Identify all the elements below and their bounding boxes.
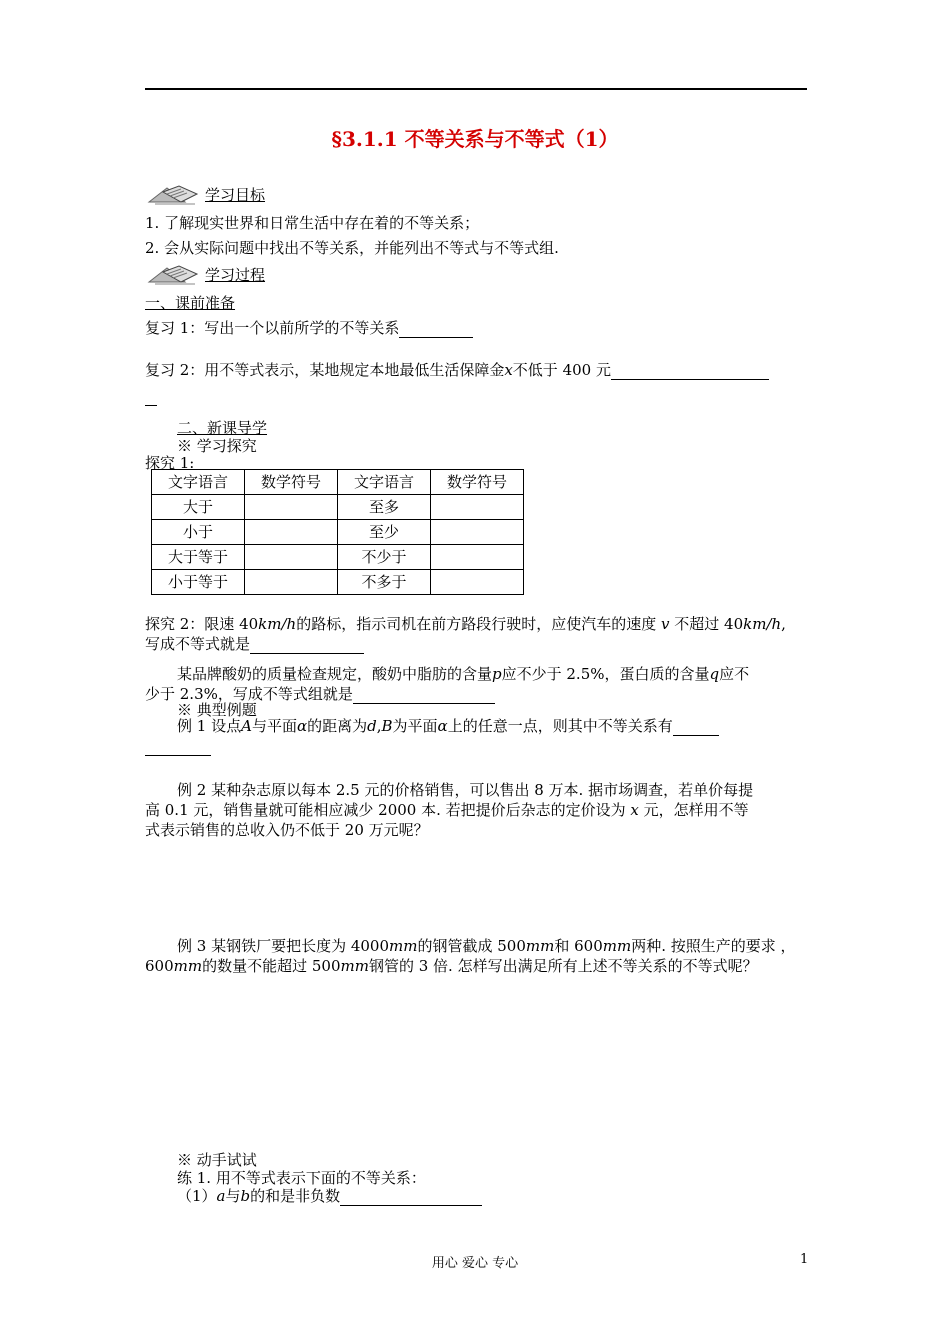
- table-header-cell: 数学符号: [431, 470, 524, 495]
- goal-item: 1. 了解现实世界和日常生活中存在着的不等关系；: [145, 214, 480, 232]
- table-cell: [431, 570, 524, 595]
- table-cell: 不少于: [338, 545, 431, 570]
- example-2-line2: [145, 800, 749, 820]
- practice-heading: ※ 动手试试: [177, 1151, 257, 1169]
- example-1-wrap: [145, 736, 211, 756]
- example-2-text: 高 0.1 元，销售量就可能相应减少 2000 本. 若把提价后杂志的定价设为: [145, 801, 626, 819]
- explore-2-text: 写成不等式就是: [145, 635, 251, 653]
- page-number: 1: [800, 1252, 809, 1267]
- answer-blank: [353, 687, 495, 704]
- example-1-text: ,: [376, 717, 382, 735]
- explore-2-text: 探究 2：限速 40: [145, 615, 259, 633]
- review-1: [145, 318, 473, 338]
- page-title: §3.1.1 不等关系与不等式（1）: [331, 127, 619, 151]
- book-icon: [145, 260, 203, 286]
- table-cell: 大于: [152, 495, 245, 520]
- var-d: d: [367, 717, 377, 735]
- practice-text: 与: [225, 1187, 241, 1205]
- practice-text: 的和是非负数: [250, 1187, 341, 1205]
- explore-heading: ※ 学习探究: [177, 437, 257, 455]
- example-3-text: 的数量不能超过 500: [202, 957, 341, 975]
- example-2-text: 元，怎样用不等: [643, 801, 749, 819]
- table-cell: 至少: [338, 520, 431, 545]
- table-cell: 大于等于: [152, 545, 245, 570]
- var-a: a: [216, 1187, 226, 1205]
- table-header-row: [152, 470, 524, 495]
- table-header-cell: 文字语言: [338, 470, 431, 495]
- example-3-text: 的钢管截成 500: [417, 937, 526, 955]
- table-cell: [245, 520, 338, 545]
- explore-2-text: 不超过 40: [674, 615, 744, 633]
- answer-blank: [340, 1189, 482, 1206]
- example-2-line1: 例 2 某种杂志原以每本 2.5 元的价格销售，可以售出 8 万本. 据市场调查，若单价每提: [177, 781, 754, 799]
- unit-mm: mm: [525, 937, 555, 955]
- var-alpha: α: [296, 717, 308, 735]
- answer-blank: [145, 389, 157, 406]
- example-1: [177, 716, 719, 736]
- practice-line2: [177, 1186, 482, 1206]
- var-B: B: [381, 717, 393, 735]
- answer-blank: [399, 321, 473, 338]
- unit-mm: mm: [389, 937, 418, 955]
- header-rule: [145, 88, 807, 90]
- yogurt-text: 应不: [719, 665, 750, 683]
- table-header-cell: 文字语言: [152, 470, 245, 495]
- practice-text: （1）: [177, 1187, 217, 1205]
- explore-1-label: 探究 1:: [145, 454, 195, 472]
- example-3-line1: [177, 936, 796, 956]
- unit-kmh: km/h: [743, 615, 782, 633]
- example-1-text: 为平面: [392, 717, 438, 735]
- table-row: [152, 545, 524, 570]
- table-cell: 小于等于: [152, 570, 245, 595]
- var-p: p: [492, 665, 502, 683]
- table-cell: 不多于: [338, 570, 431, 595]
- table-row: [152, 570, 524, 595]
- table-cell: 至多: [338, 495, 431, 520]
- var-v: v: [661, 615, 670, 633]
- table-row: [152, 520, 524, 545]
- example-3-text: 600: [145, 957, 174, 975]
- unit-mm: mm: [340, 957, 369, 975]
- yogurt-problem: [177, 664, 749, 684]
- process-heading-label: 学习过程: [205, 266, 266, 284]
- example-3-line2: [145, 956, 758, 976]
- review-1-text: 复习 1：写出一个以前所学的不等关系: [145, 319, 400, 337]
- yogurt-text: 少于 2.3%，写成不等式组就是: [145, 685, 353, 703]
- table-cell: [245, 570, 338, 595]
- example-1-text: 上的任意一点，则其中不等关系有: [447, 717, 673, 735]
- table-cell: [431, 545, 524, 570]
- symbol-table: [151, 469, 524, 595]
- var-alpha: α: [437, 717, 448, 735]
- part1-heading: 一、课前准备: [145, 294, 236, 312]
- unit-kmh: km/h: [258, 615, 297, 633]
- explore-2: 探究 2：限速 40km/h的路标，指示司机在前方路段行驶时，应使汽车的速度 v 不超过 40km/h,: [145, 615, 786, 633]
- examples-heading: ※ 典型例题: [177, 701, 257, 719]
- yogurt-text: 应不少于 2.5%，蛋白质的含量: [501, 665, 710, 683]
- example-3-text: 和 600: [554, 937, 603, 955]
- review-2-tail: 不低于 400 元: [512, 361, 611, 379]
- var-x: x: [504, 361, 513, 379]
- page-footer: 用心 爱心 专心: [431, 1256, 519, 1271]
- example-2-line3: 式表示销售的总收入仍不低于 20 万元呢？: [145, 821, 429, 839]
- table-cell: [245, 495, 338, 520]
- example-3-text: 例 3 某钢铁厂要把长度为 4000: [177, 937, 390, 955]
- var-A: A: [241, 717, 252, 735]
- review-2: [145, 360, 769, 380]
- table-header-cell: 数学符号: [245, 470, 338, 495]
- answer-blank: [673, 719, 719, 736]
- example-3-text: 两种. 按照生产的要求 ，: [631, 937, 796, 955]
- review-2-text: 复习 2：用不等式表示，某地规定本地最低生活保障金: [145, 361, 505, 379]
- example-1-text: 例 1 设点: [177, 717, 242, 735]
- answer-blank: [250, 637, 364, 654]
- book-icon: [145, 180, 203, 206]
- table-cell: [245, 545, 338, 570]
- answer-blank: [145, 739, 211, 756]
- part2-heading: 二、新课导学: [177, 419, 268, 437]
- example-3-text: 钢管的 3 倍. 怎样写出满足所有上述不等关系的不等式呢？: [368, 957, 758, 975]
- answer-blank: [611, 363, 769, 380]
- var-q: q: [709, 665, 720, 683]
- explore-2-line2: [145, 634, 364, 654]
- yogurt-text: 某品牌酸奶的质量检查规定，酸奶中脂肪的含量: [177, 665, 493, 683]
- goals-heading-label: 学习目标: [205, 186, 266, 204]
- example-1-text: 与平面: [251, 717, 297, 735]
- unit-mm: mm: [173, 957, 203, 975]
- practice-line1: 练 1. 用不等式表示下面的不等关系：: [177, 1169, 426, 1187]
- review-2-wrap: [145, 386, 157, 406]
- example-1-text: 的距离为: [307, 717, 368, 735]
- unit-mm: mm: [602, 937, 632, 955]
- var-b: b: [240, 1187, 251, 1205]
- table-row: [152, 495, 524, 520]
- explore-2-text: 的路标，指示司机在前方路段行驶时，应使汽车的速度: [296, 615, 657, 633]
- var-x: x: [630, 801, 639, 819]
- table-cell: [431, 520, 524, 545]
- table-cell: 小于: [152, 520, 245, 545]
- goal-item: 2. 会从实际问题中找出不等关系，并能列出不等式与不等式组.: [145, 239, 559, 257]
- table-cell: [431, 495, 524, 520]
